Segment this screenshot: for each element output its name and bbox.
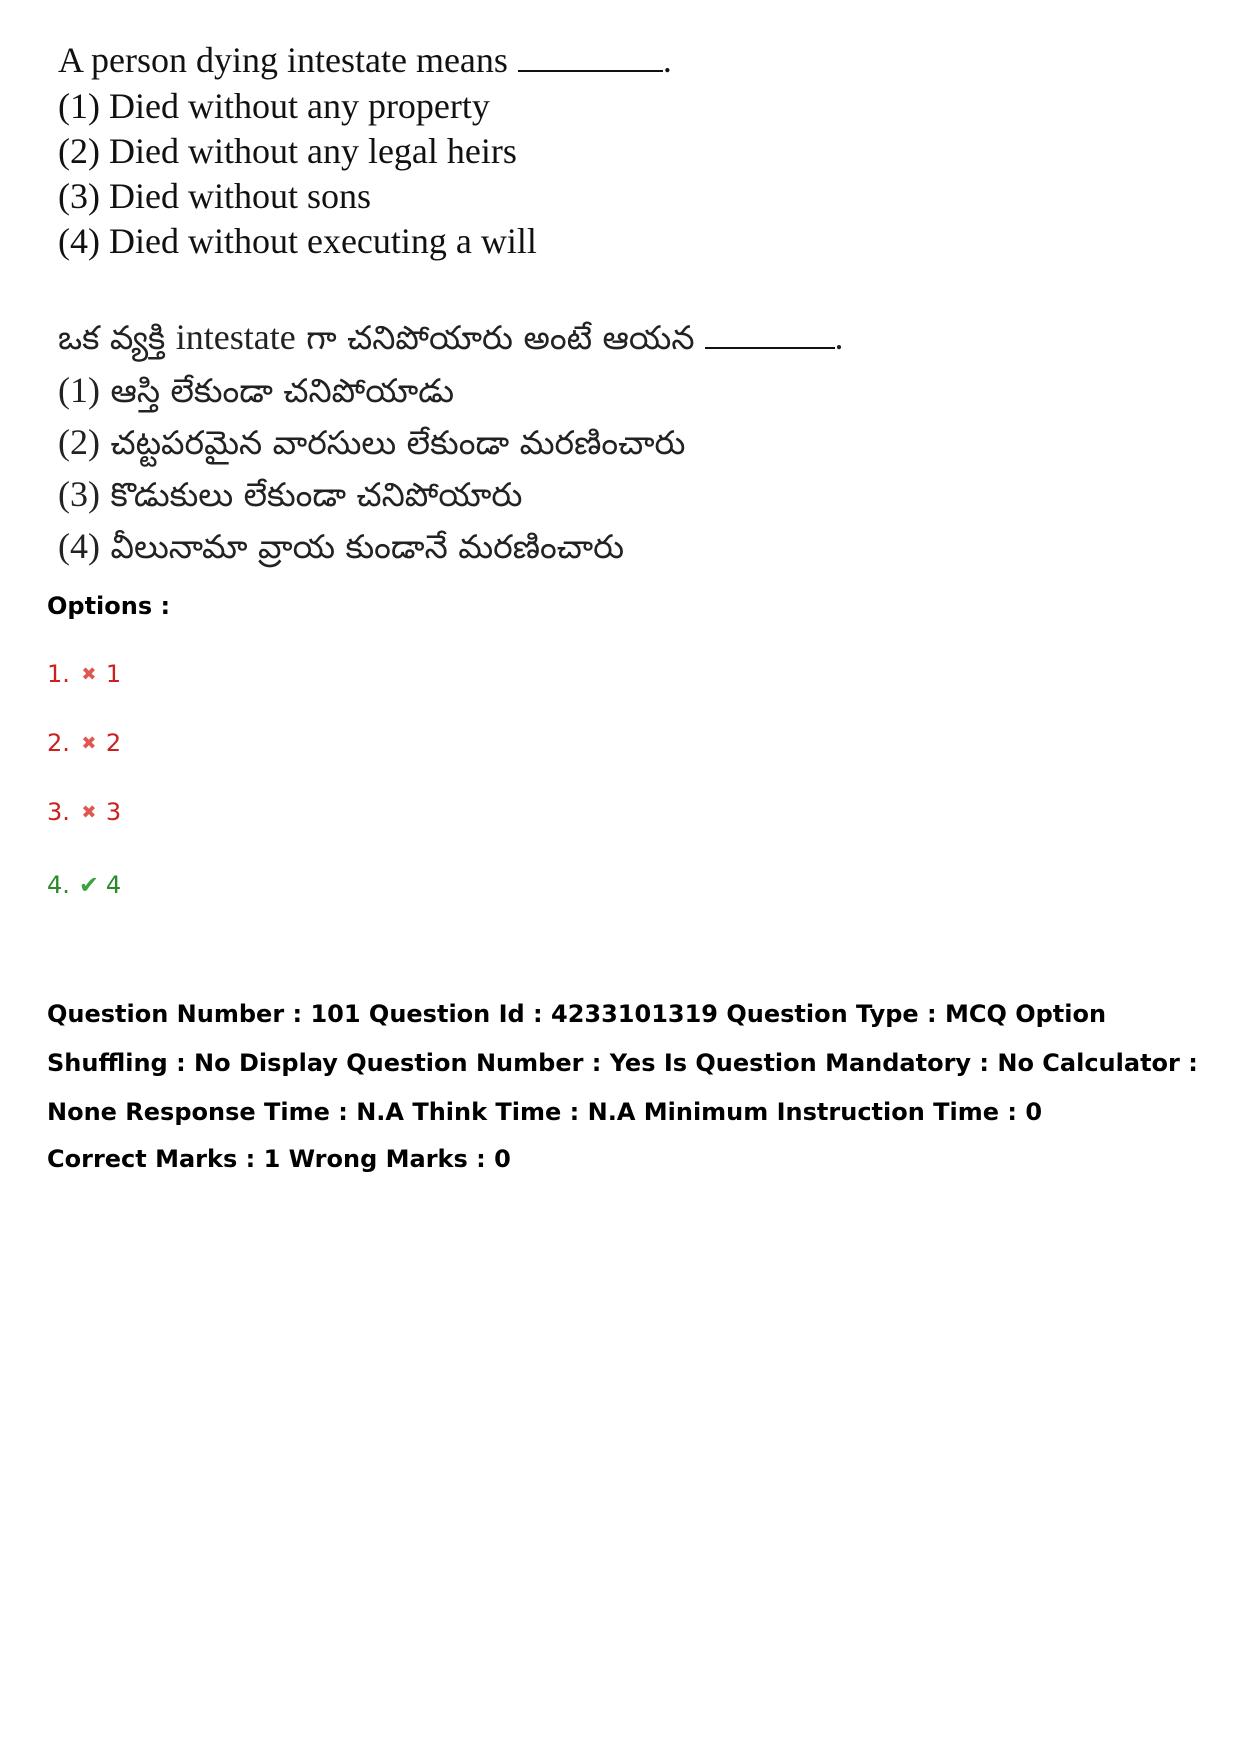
telugu-choice-1 [58, 364, 958, 416]
cross-icon: ✖ [81, 732, 97, 754]
option-index: 4. [47, 871, 70, 899]
english-choice-3: (3) Died without sons [58, 176, 371, 216]
telugu-answer-blank [705, 317, 835, 349]
english-choice-4: (4) Died without executing a will [58, 221, 537, 261]
english-choice-1: (1) Died without any property [58, 86, 490, 126]
telugu-stem-period: . [834, 317, 844, 357]
question-stem-telugu [58, 314, 958, 364]
question-stem-english [58, 38, 958, 84]
telugu-stem-part1: ఒక వ్యక్తి [58, 318, 166, 357]
telugu-choice-4 [58, 520, 958, 572]
question-image [58, 38, 958, 572]
option-index: 2. [47, 729, 70, 757]
question-telugu [58, 314, 958, 572]
telugu-choice-text: వీలునామా వ్రాయ కుండానే మరణించారు [110, 527, 625, 566]
telugu-choice-number: (4) [58, 526, 100, 566]
telugu-choice-number: (2) [58, 422, 100, 462]
option-2 [47, 729, 121, 757]
telugu-choice-text: కొడుకులు లేకుండా చనిపోయారు [110, 475, 523, 514]
telugu-choice-3 [58, 468, 958, 520]
answer-blank [518, 40, 663, 72]
question-metadata: Question Number : 101 Question Id : 4233101319 Question Type : MCQ Option Shuffling : No Display Question Number : Yes Is Question Mandatory : No Calculator : None Response Time : N.A Think Time : N.A Minimum Instruction Time : 0 [47, 1000, 1198, 1126]
telugu-choice-text: ఆస్తి లేకుండా చనిపోయాడు [110, 371, 455, 410]
option-4 [47, 871, 121, 899]
english-choice-2: (2) Died without any legal heirs [58, 131, 517, 171]
question-stem-text: A person dying intestate means [58, 40, 508, 80]
check-icon: ✔ [78, 871, 99, 899]
cross-icon: ✖ [81, 801, 97, 823]
telugu-choice-number: (1) [58, 370, 100, 410]
stem-period: . [662, 40, 672, 80]
cross-icon: ✖ [81, 663, 97, 685]
option-value: 1 [105, 660, 122, 688]
telugu-choice-number: (3) [58, 474, 100, 514]
option-value: 2 [105, 729, 122, 757]
telugu-stem-latin: intestate [175, 317, 296, 357]
option-3 [47, 798, 121, 826]
telugu-stem-part2: గా చనిపోయారు అంటే ఆయన [306, 318, 695, 357]
telugu-choice-text: చట్టపరమైన వారసులు లేకుండా మరణించారు [110, 423, 686, 462]
telugu-choice-2 [58, 416, 958, 468]
options-heading: Options : [47, 592, 171, 620]
option-index: 3. [47, 798, 70, 826]
option-1 [47, 660, 121, 688]
marks-info: Correct Marks : 1 Wrong Marks : 0 [47, 1145, 511, 1173]
option-value: 3 [105, 798, 122, 826]
option-value: 4 [105, 871, 122, 899]
option-index: 1. [47, 660, 70, 688]
